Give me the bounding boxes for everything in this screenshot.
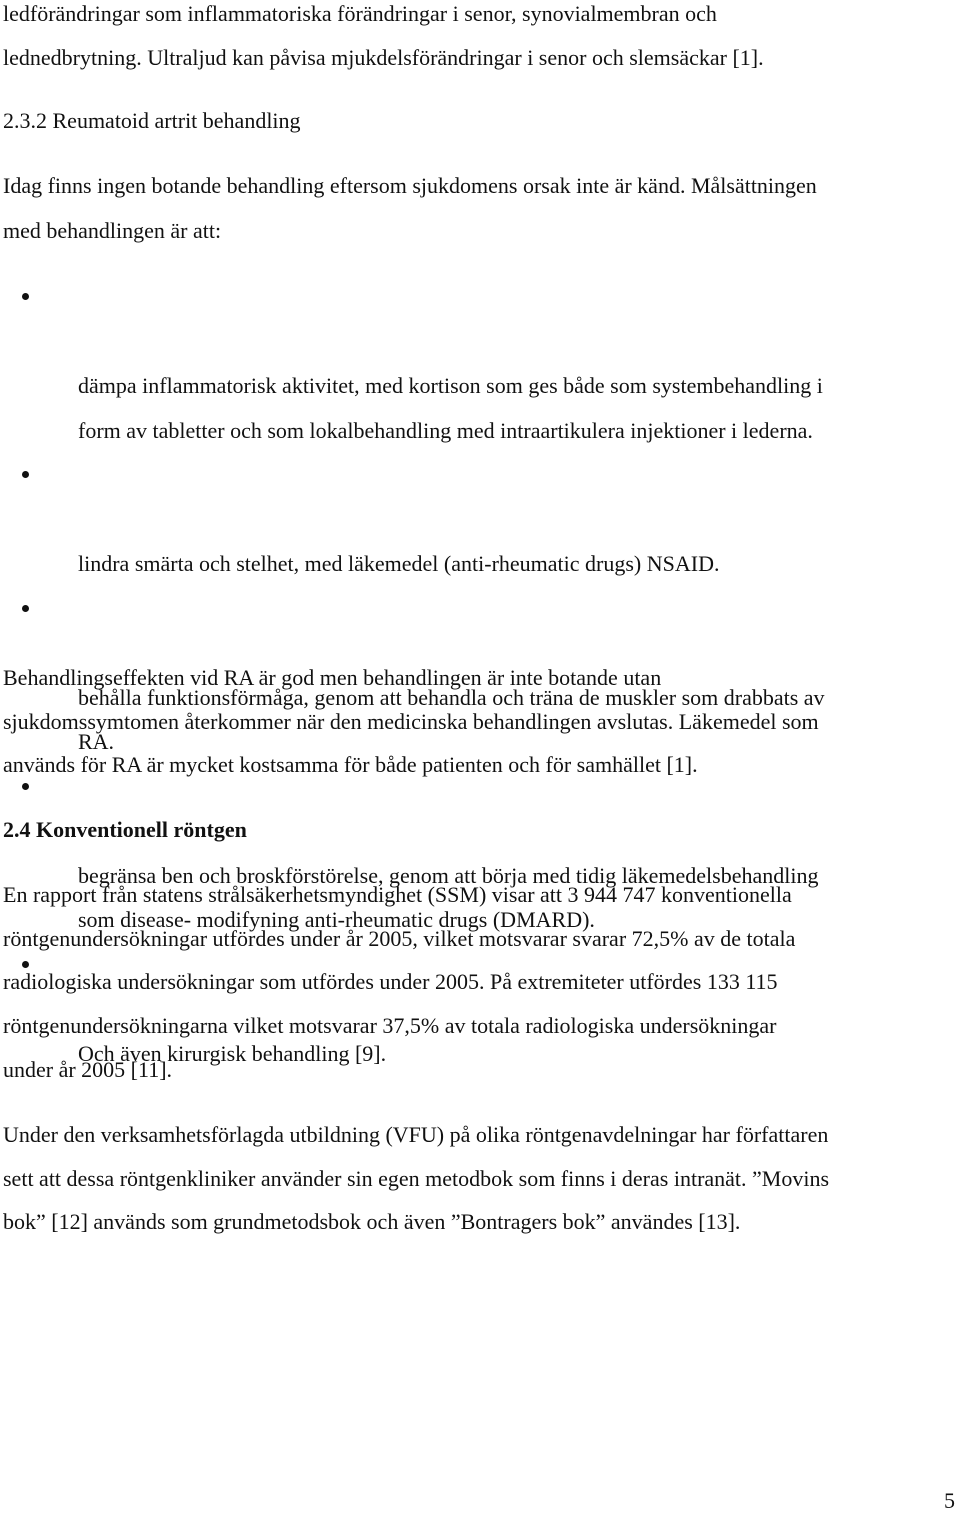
paragraph-top: ledförändringar som inflammatoriska förändringar i senor, synovialmembran och lednedbrytning. Ultraljud kan påvisa mjukdelsförändringar i senor och slemsäckar [1]. [3,1,764,70]
paragraph-ssm-report: En rapport från statens strålsäkerhetsmyndighet (SSM) visar att 3 944 747 konventionella röntgenundersökningar utfördes under år 2005, vilket motsvarar svarar 72,5% av de totala radiologiska undersökningar som utfördes under 2005. På extremiteter utfördes 133 115 röntgenundersökningarna vilket motsvarar 37,5% av totala radiologiska undersökningar under år 2005 [11]. [3,882,796,1082]
page-number: 5 [944,1488,955,1513]
bullet-icon [22,293,29,300]
paragraph-vfu: Under den verksamhetsförlagda utbildning (VFU) på olika röntgenavdelningar har författaren sett att dessa röntgenkliniker använder sin egen metodbok som finns i deras intranät. ”Movins bok” [12] används som grundmetodsbok och även ”Bontragers bok” användes [13]. [3,1122,830,1234]
list-item-text: lindra smärta och stelhet, med läkemedel (anti-rheumatic drugs) NSAID. [78,551,720,576]
section-heading-konventionell-rontgen: 2.4 Konventionell röntgen [3,817,247,842]
list-item-text: dämpa inflammatorisk aktivitet, med kortison som ges både som systembehandling i form av tabletter och som lokalbehandling med intraartikulera injektioner i lederna. [78,373,823,443]
list-item-text: behålla funktionsförmåga, genom att behandla och träna de muskler som drabbats av RA. [78,684,825,754]
bullet-icon [22,605,29,612]
subheading-reumatoid-artrit-behandling: 2.3.2 Reumatoid artrit behandling [3,108,301,133]
list-item-text: Och även kirurgisk behandling [9]. [78,1040,387,1066]
list-item [0,275,960,453]
bullet-icon [22,471,29,478]
list-item-text: begränsa ben och broskförstörelse, genom att börja med tidig läkemedelsbehandling som disease- modifyning anti-rheumatic drugs (DMARD). [78,862,819,932]
list-item [0,453,960,587]
paragraph-treatment-effect: Behandlingseffekten vid RA är god men behandlingen är inte botande utan sjukdomssymtomen återkommer när den medicinska behandlingen avslutas. Läkemedel som används för RA är mycket kostsamma för både patienten och för samhället [1]. [3,665,819,777]
paragraph-intro: Idag finns ingen botande behandling eftersom sjukdomens orsak inte är känd. Målsättningen med behandlingen är att: [3,173,817,243]
